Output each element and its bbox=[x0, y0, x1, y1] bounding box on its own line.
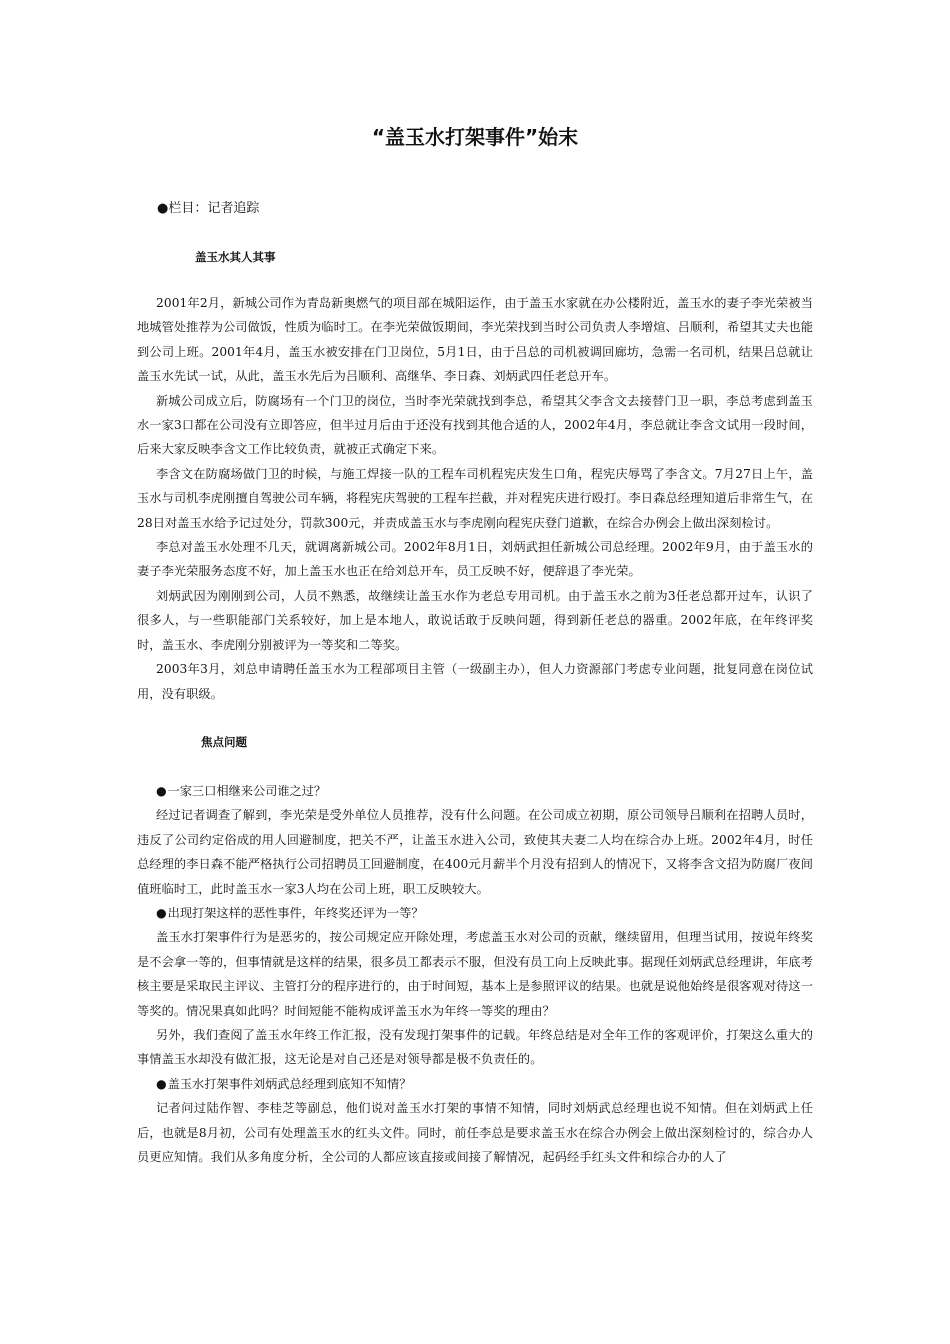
column-label: ●栏目：记者追踪 bbox=[157, 201, 260, 216]
paragraph: 李含文在防腐场做门卫的时候，与施工焊接一队的工程车司机程宪庆发生口角，程宪庆辱骂了李含文。7月27日上午，盖玉水与司机李虎刚擅自驾驶公司车辆，将程宪庆驾驶的工程车拦截，并对程宪庆进行殴打。李日森总经理知道后非常生气，在28日对盖玉水给予记过处分，罚款300元，并责成盖玉水与李虎刚向程宪庆登门道歉，在综合办例会上做出深刻检讨。 bbox=[137, 466, 813, 530]
paragraph: 盖玉水打架事件行为是恶劣的，按公司规定应开除处理，考虑盖玉水对公司的贡献，继续留用，但理当试用，按说年终奖是不会拿一等的，但事情就是这样的结果，很多员工都表示不服，但没有员工向上反映此事。据现任刘炳武总经理讲，年底考核主要是采取民主评议、主管打分的程序进行的，由于时间短，基本上是参照评议的结果。也就是说他始终是很客观对待这一等奖的。情况果真如此吗？时间短能不能构成评盖玉水为年终一等奖的理由？ bbox=[137, 930, 813, 1018]
paragraph: 记者问过陆作智、李桂芝等副总，他们说对盖玉水打架的事情不知情，同时刘炳武总经理也说不知情。但在刘炳武上任后，也就是8月初，公司有处理盖玉水的红头文件。同时，前任李总是要求盖玉水在综合办例会上做出深刻检讨的，综合办人员更应知情。我们从多角度分析，全公司的人都应该直接或间接了解情况，起码经手红头文件和综合办的人了 bbox=[137, 1101, 813, 1164]
section-heading-focus: 焦点问题 bbox=[201, 734, 247, 749]
paragraph: 另外，我们查阅了盖玉水年终工作汇报，没有发现打架事件的记载。年终总结是对全年工作的客观评价，打架这么重大的事情盖玉水却没有做汇报，这无论是对自己还是对领导都是极不负责任的。 bbox=[137, 1027, 813, 1067]
question-item bbox=[137, 901, 813, 925]
paragraph: 2001年2月，新城公司作为青岛新奥燃气的项目部在城阳运作，由于盖玉水家就在办公楼附近，盖玉水的妻子李光荣被当地城管处推荐为公司做饭，性质为临时工。在李光荣做饭期间，李光荣找到当时公司负责人李增煊、吕顺利，希望其丈夫也能到公司上班。2001年4月，盖玉水被安排在门卫岗位，5月1日，由于吕总的司机被调回廊坊，急需一名司机，结果吕总就让盖玉水先试一试，从此，盖玉水先后为吕顺利、高继华、李日森、刘炳武四任老总开车。 bbox=[137, 296, 813, 384]
paragraph: 刘炳武因为刚刚到公司，人员不熟悉，故继续让盖玉水作为老总专用司机。由于盖玉水之前为3任老总都开过车，认识了很多人，与一些职能部门关系较好，加上是本地人，敢说话敢于反映问题，得到新任老总的器重。2002年底，在年终评奖时，盖玉水、李虎刚分别被评为一等奖和二等奖。 bbox=[137, 588, 813, 652]
question-text: 出现打架这样的恶性事件，年终奖还评为一等？ bbox=[167, 905, 424, 920]
question-item bbox=[137, 779, 813, 803]
paragraph: 经过记者调查了解到，李光荣是受外单位人员推荐，没有什么问题。在公司成立初期，原公司领导吕顺利在招聘人员时，违反了公司约定俗成的用人回避制度，把关不严，让盖玉水进入公司，致使其夫妻二人均在综合办上班。2002年4月，时任总经理的李日森不能严格执行公司招聘员工回避制度，在400元月薪半个月没有招到人的情况下，又将李含文招为防腐厂夜间值班临时工，此时盖玉水一家3人均在公司上班，职工反映较大。 bbox=[137, 808, 813, 896]
question-text: 一家三口相继来公司谁之过？ bbox=[167, 783, 327, 798]
paragraph: 2003年3月，刘总申请聘任盖玉水为工程部项目主管（一级副主办），但人力资源部门考虑专业问题，批复同意在岗位试用，没有职级。 bbox=[137, 662, 813, 701]
article-title: “盖玉水打架事件”始末 bbox=[371, 125, 579, 149]
paragraph: 新城公司成立后，防腐场有一个门卫的岗位，当时李光荣就找到李总，希望其父李含文去接替门卫一职，李总考虑到盖玉水一家3口都在公司没有立即答应，但半过月后由于还没有找到其他合适的人，2002年4月，李总就让李含文试用一段时间，后来大家反映李含文工作比较负责，就被正式确定下来。 bbox=[137, 393, 813, 457]
bullet-icon: ● bbox=[156, 1076, 167, 1091]
section-heading-profile: 盖玉水其人其事 bbox=[195, 250, 276, 264]
question-text: 盖玉水打架事件刘炳武总经理到底知不知情？ bbox=[167, 1076, 412, 1091]
bullet-icon: ● bbox=[156, 783, 167, 798]
paragraph: 李总对盖玉水处理不几天，就调离新城公司。2002年8月1日，刘炳武担任新城公司总经理。2002年9月，由于盖玉水的妻子李光荣服务态度不好，加上盖玉水也正在给刘总开车，员工反映不好，便辞退了李光荣。 bbox=[137, 540, 813, 579]
question-item bbox=[137, 1072, 813, 1096]
article-body bbox=[137, 197, 813, 1169]
bullet-icon: ● bbox=[156, 905, 167, 920]
